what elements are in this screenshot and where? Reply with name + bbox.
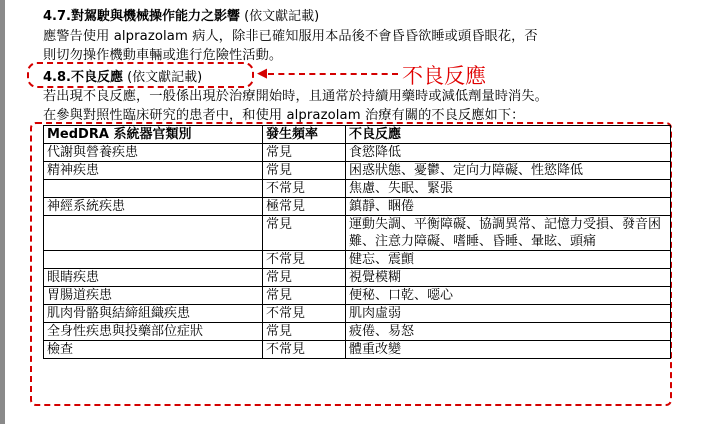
header-soc: MedDRA 系統器官類別: [44, 126, 263, 144]
table-row: [44, 251, 671, 269]
table-row: [44, 269, 671, 287]
table-row: [44, 216, 671, 251]
page-edge-rule: [0, 0, 5, 424]
frequency-cell: 常見: [263, 269, 346, 287]
frequency-cell: 常見: [263, 287, 346, 305]
frequency-cell: 常見: [263, 162, 346, 180]
reaction-cell: 肌肉虛弱: [346, 305, 671, 323]
table-row: [44, 287, 671, 305]
frequency-cell: 極常見: [263, 198, 346, 216]
frequency-cell: 不常見: [263, 305, 346, 323]
reaction-cell: 鎮靜、睏倦: [346, 198, 671, 216]
soc-cell: 檢查: [44, 341, 263, 359]
section-4-8-heading: [43, 66, 202, 85]
section-4-7-text-line-1: 應警告使用 alprazolam 病人，除非已確知服用本品後不會昏昏欲睡或頭昏眼花，否: [43, 29, 538, 44]
reaction-cell: 食慾降低: [346, 144, 671, 162]
section-4-8-text-line-1: 若出現不良反應，一般係出現於治療開始時，且通常於持續用藥時或減低劑量時消失。: [43, 89, 548, 104]
soc-cell: 眼睛疾患: [44, 269, 263, 287]
frequency-cell: 不常見: [263, 341, 346, 359]
reaction-cell: 運動失調、平衡障礙、協調異常、記憶力受損、發音困難、注意力障礙、嗜睡、昏睡、暈眩、頭痛: [346, 216, 671, 251]
table-row: [44, 162, 671, 180]
callout-arrow-line: [268, 73, 398, 75]
soc-cell: [44, 180, 263, 198]
soc-cell: 全身性疾患與投藥部位症狀: [44, 323, 263, 341]
section-4-7-text-line-2: 則切勿操作機動車輛或進行危險性活動。: [43, 48, 283, 63]
reaction-cell: 視覺模糊: [346, 269, 671, 287]
adverse-reactions-table: [43, 125, 671, 359]
frequency-cell: 常見: [263, 216, 346, 251]
frequency-cell: 不常見: [263, 251, 346, 269]
header-reaction: 不良反應: [346, 126, 671, 144]
section-4-8-text-line-2: 在參與對照性臨床研究的患者中，和使用 alprazolam 治療有關的不良反應如下：: [43, 108, 525, 123]
reaction-cell: 便秘、口乾、噁心: [346, 287, 671, 305]
reaction-cell: 疲倦、易怒: [346, 323, 671, 341]
soc-cell: 肌肉骨骼與結締組織疾患: [44, 305, 263, 323]
soc-cell: [44, 251, 263, 269]
table-row: [44, 323, 671, 341]
callout-arrow-icon: ◀: [257, 66, 267, 81]
section-4-7-heading: [43, 5, 319, 24]
section-4-8-note: (依文獻記載): [127, 70, 203, 85]
table-header-row: [44, 126, 671, 144]
table-row: [44, 198, 671, 216]
section-4-7-title: 4.7.對駕駛與機械操作能力之影響: [43, 9, 240, 24]
reaction-cell: 焦慮、失眠、緊張: [346, 180, 671, 198]
table-row: [44, 305, 671, 323]
table-row: [44, 341, 671, 359]
table-row: [44, 180, 671, 198]
soc-cell: 神經系統疾患: [44, 198, 263, 216]
section-4-7-note: (依文獻記載): [244, 9, 320, 24]
reaction-cell: 健忘、震顫: [346, 251, 671, 269]
reaction-cell: 體重改變: [346, 341, 671, 359]
soc-cell: 精神疾患: [44, 162, 263, 180]
soc-cell: 胃腸道疾患: [44, 287, 263, 305]
annotation-label: 不良反應: [402, 64, 486, 88]
frequency-cell: 不常見: [263, 180, 346, 198]
frequency-cell: 常見: [263, 144, 346, 162]
soc-cell: 代謝與營養疾患: [44, 144, 263, 162]
table-row: [44, 144, 671, 162]
frequency-cell: 常見: [263, 323, 346, 341]
header-frequency: 發生頻率: [263, 126, 346, 144]
section-4-8-title: 4.8.不良反應: [43, 70, 123, 85]
soc-cell: [44, 216, 263, 251]
reaction-cell: 困惑狀態、憂鬱、定向力障礙、性慾降低: [346, 162, 671, 180]
